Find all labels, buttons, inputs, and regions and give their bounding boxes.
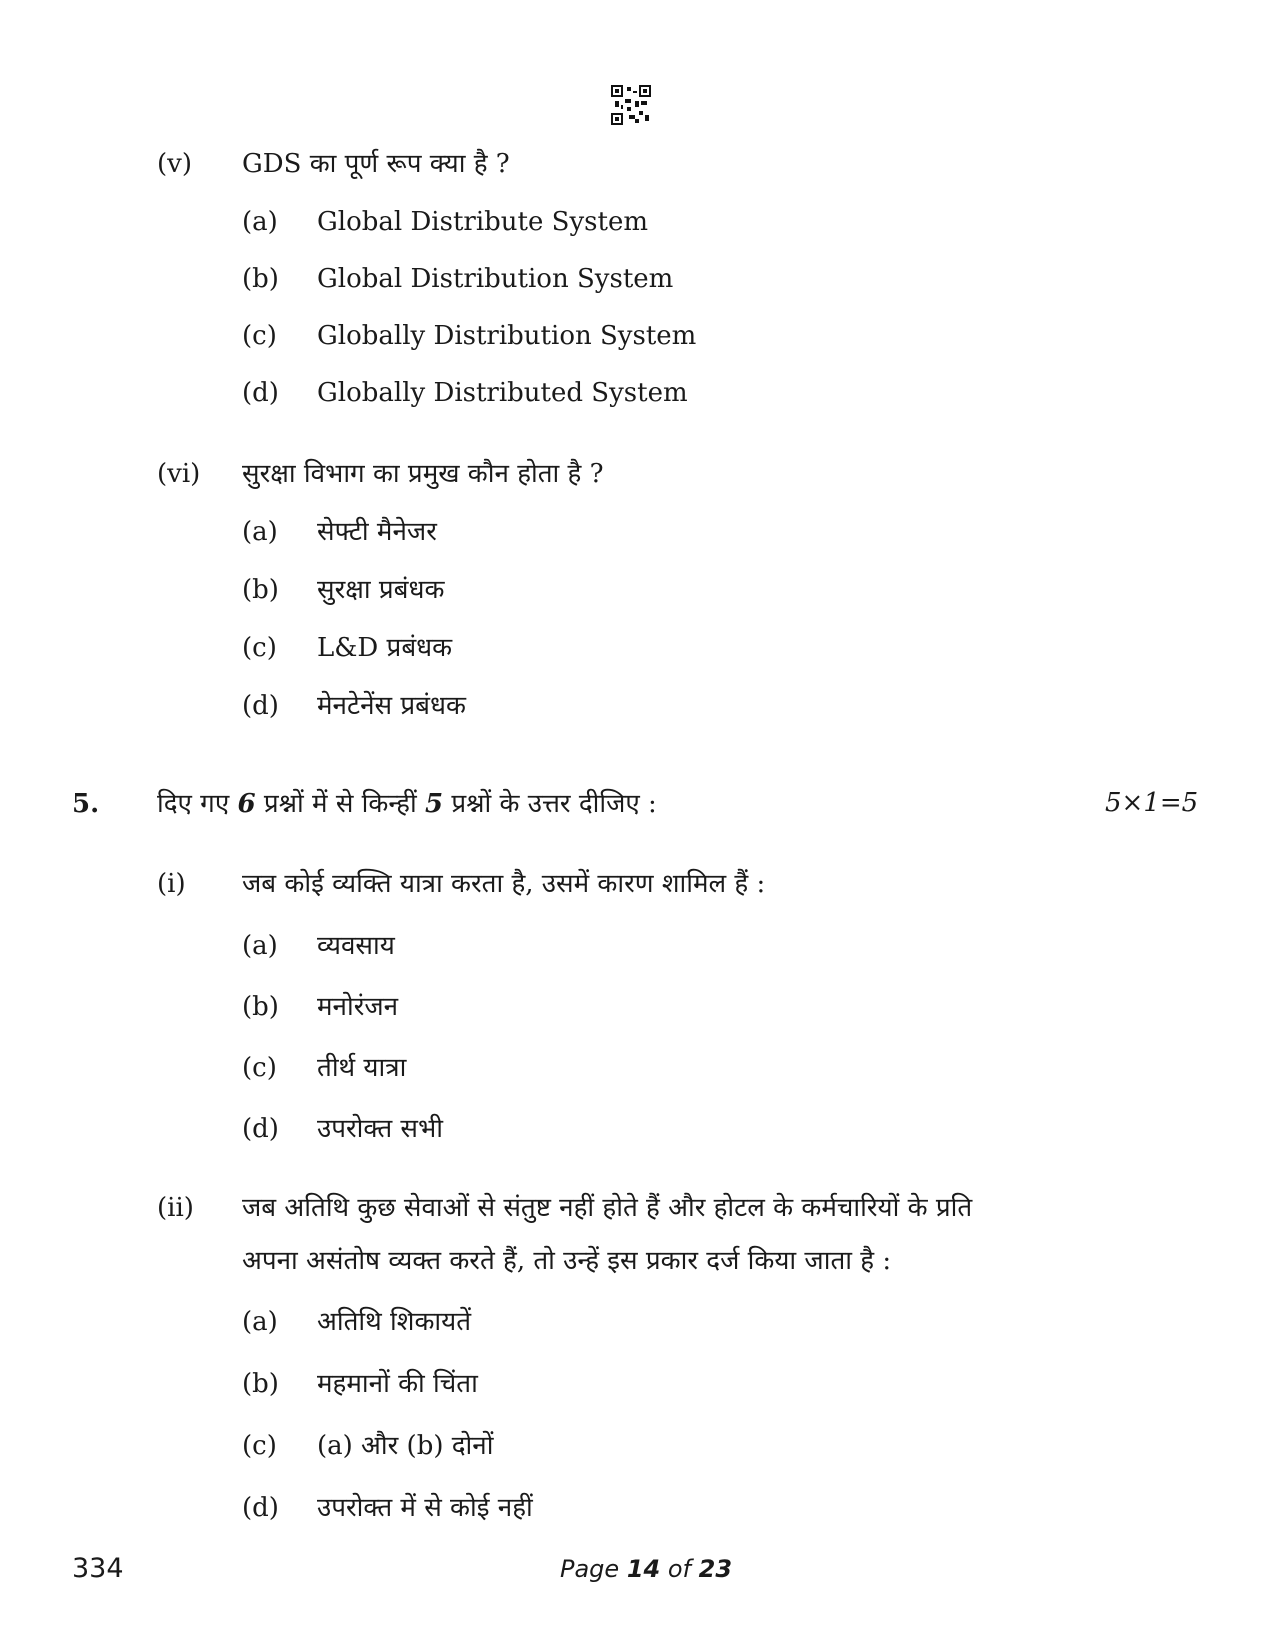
- option-text: मेनटेनेंस प्रबंधक: [317, 691, 466, 721]
- option-label: (c): [242, 633, 277, 663]
- option-label: (a): [242, 207, 278, 237]
- option-label: (b): [242, 992, 279, 1022]
- option-label: (a): [242, 931, 278, 961]
- option-label: (c): [242, 1053, 277, 1083]
- option-text: Globally Distributed System: [317, 378, 688, 408]
- question-text: जब कोई व्यक्ति यात्रा करता है, उसमें कारण शामिल हैं :: [242, 869, 766, 899]
- option-label: (b): [242, 1369, 279, 1399]
- paper-code: 334: [72, 1553, 124, 1584]
- option-text: अतिथि शिकायतें: [317, 1307, 472, 1337]
- option-text: Global Distribute System: [317, 207, 648, 237]
- option-text: Global Distribution System: [317, 264, 674, 294]
- question-text-line1: जब अतिथि कुछ सेवाओं से संतुष्ट नहीं होते हैं और होटल के कर्मचारियों के प्रति: [242, 1193, 973, 1223]
- option-text: उपरोक्त में से कोई नहीं: [317, 1493, 533, 1523]
- section-instruction: दिए गए 6 प्रश्नों में से किन्हीं 5 प्रश्नों के उत्तर दीजिए :: [157, 789, 657, 819]
- option-text: मनोरंजन: [317, 992, 399, 1022]
- option-label: (d): [242, 1114, 279, 1144]
- option-label: (c): [242, 321, 277, 351]
- qr-code-icon: [611, 85, 651, 125]
- option-label: (b): [242, 264, 279, 294]
- option-label: (d): [242, 378, 279, 408]
- option-text: (a) और (b) दोनों: [317, 1431, 494, 1461]
- option-label: (d): [242, 691, 279, 721]
- option-text: महमानों की चिंता: [317, 1369, 478, 1399]
- question-text-line2: अपना असंतोष व्यक्त करते हैं, तो उन्हें इस प्रकार दर्ज किया जाता है :: [242, 1246, 892, 1276]
- option-text: L&D प्रबंधक: [317, 633, 453, 663]
- option-label: (c): [242, 1431, 277, 1461]
- question-text: सुरक्षा विभाग का प्रमुख कौन होता है ?: [242, 459, 604, 489]
- option-text: Globally Distribution System: [317, 321, 697, 351]
- marks-allocation: 5×1=5: [1105, 788, 1199, 818]
- option-label: (a): [242, 517, 278, 547]
- option-text: व्यवसाय: [317, 931, 395, 961]
- question-label: (ii): [157, 1193, 194, 1223]
- question-label: (vi): [157, 459, 201, 489]
- option-text: उपरोक्त सभी: [317, 1114, 443, 1144]
- question-label: (i): [157, 869, 186, 899]
- option-text: सुरक्षा प्रबंधक: [317, 575, 445, 605]
- option-label: (d): [242, 1493, 279, 1523]
- option-label: (a): [242, 1307, 278, 1337]
- question-text: GDS का पूर्ण रूप क्या है ?: [242, 149, 510, 179]
- option-text: सेफ्टी मैनेजर: [317, 517, 437, 547]
- section-number: 5.: [72, 789, 100, 819]
- option-text: तीर्थ यात्रा: [317, 1053, 407, 1083]
- question-label: (v): [157, 149, 192, 179]
- page-number: Page 14 of 23: [560, 1555, 733, 1583]
- option-label: (b): [242, 575, 279, 605]
